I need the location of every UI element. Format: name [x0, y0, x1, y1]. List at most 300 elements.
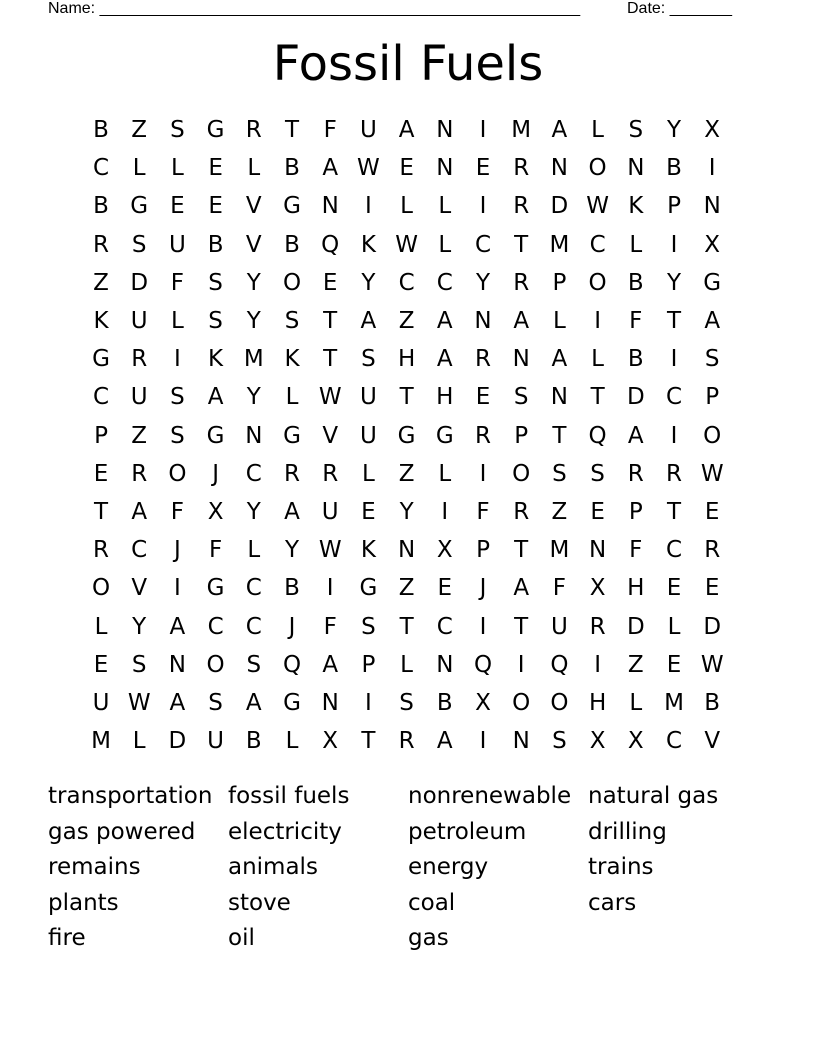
grid-letter: K	[360, 537, 376, 564]
grid-letter: C	[589, 231, 606, 258]
grid-letter: N	[550, 155, 568, 182]
grid-letter: M	[243, 346, 264, 373]
grid-letter: A	[513, 308, 530, 334]
grid-letter: S	[131, 231, 147, 258]
grid-letter: F	[323, 613, 337, 640]
grid-letter: E	[704, 499, 720, 525]
grid-letter: F	[476, 499, 490, 525]
grid-letter: V	[245, 193, 262, 220]
grid-letter: Q	[588, 422, 607, 449]
grid-letter: C	[398, 269, 415, 296]
grid-letter: O	[550, 690, 569, 716]
grid-letter: G	[703, 269, 722, 296]
grid-letter: V	[245, 231, 262, 258]
grid-letter: S	[361, 346, 376, 373]
grid-letter: C	[207, 613, 224, 640]
word-list-item: petroleum	[408, 818, 527, 845]
grid-letter: X	[207, 499, 224, 525]
grid-letter: A	[360, 308, 377, 334]
grid-letter: C	[245, 613, 262, 640]
grid-letter: N	[512, 728, 530, 755]
grid-letter: J	[479, 575, 487, 602]
grid-letter: A	[551, 346, 568, 373]
grid-letter: I	[479, 460, 487, 487]
grid-letter: E	[704, 575, 720, 602]
grid-letter: I	[670, 346, 678, 373]
grid-letter: I	[364, 690, 372, 716]
grid-letter: A	[551, 117, 568, 143]
grid-letter: A	[436, 728, 453, 755]
grid-letter: W	[318, 384, 342, 411]
grid-letter: S	[208, 690, 223, 716]
grid-letter: A	[284, 499, 300, 525]
word-list-item: plants	[48, 889, 119, 916]
grid-letter: T	[361, 728, 376, 755]
grid-letter: N	[474, 308, 492, 334]
grid-letter: R	[513, 269, 530, 296]
grid-letter: A	[169, 690, 186, 716]
grid-letter: L	[400, 651, 413, 678]
grid-letter: I	[479, 728, 487, 755]
grid-letter: N	[436, 117, 454, 143]
grid-letter: T	[514, 231, 529, 258]
grid-letter: S	[513, 384, 529, 411]
grid-letter: A	[322, 651, 339, 678]
grid-letter: S	[590, 460, 605, 487]
grid-letter: I	[441, 499, 449, 525]
grid-letter: Z	[398, 575, 415, 602]
grid-letter: W	[700, 460, 724, 487]
grid-letter: T	[666, 499, 682, 525]
grid-letter: O	[703, 422, 722, 449]
grid-letter: Y	[132, 613, 147, 640]
grid-letter: I	[594, 308, 601, 334]
grid-letter: C	[245, 460, 262, 487]
word-list-item: coal	[408, 889, 456, 916]
grid-letter: H	[588, 690, 607, 716]
grid-letter: G	[397, 422, 416, 449]
grid-letter: A	[398, 117, 415, 143]
grid-letter: S	[246, 651, 262, 678]
word-list-item: animals	[228, 854, 318, 881]
grid-letter: U	[359, 117, 377, 143]
grid-letter: F	[629, 537, 643, 564]
grid-letter: S	[628, 117, 644, 143]
grid-letter: L	[361, 460, 375, 487]
grid-letter: I	[364, 193, 372, 220]
grid-letter: Z	[398, 308, 415, 334]
grid-letter: I	[670, 231, 678, 258]
grid-letter: O	[588, 155, 607, 182]
word-list-item: fossil fuels	[228, 783, 350, 809]
grid-letter: Y	[475, 269, 491, 296]
grid-letter: T	[514, 613, 529, 640]
grid-letter: G	[283, 193, 301, 220]
grid-letter: Y	[399, 499, 414, 525]
grid-letter: D	[168, 728, 187, 755]
grid-letter: Y	[284, 537, 300, 564]
grid-letter: R	[666, 460, 682, 487]
grid-letter: I	[594, 651, 601, 678]
grid-letter: A	[169, 613, 186, 640]
grid-letter: A	[207, 384, 224, 411]
grid-letter: O	[91, 575, 111, 602]
grid-letter: C	[665, 537, 683, 564]
grid-letter: F	[323, 117, 337, 143]
grid-letter: X	[704, 117, 721, 143]
grid-letter: T	[666, 308, 682, 334]
grid-letter: T	[284, 117, 300, 143]
grid-letter: D	[550, 193, 569, 220]
grid-letter: B	[627, 346, 644, 373]
grid-letter: W	[395, 231, 418, 258]
grid-letter: Y	[361, 269, 376, 296]
word-list-item: trains	[588, 854, 654, 881]
grid-letter: M	[549, 231, 570, 258]
grid-letter: E	[322, 269, 338, 296]
grid-letter: B	[245, 728, 262, 755]
grid-letter: A	[436, 346, 453, 373]
grid-letter: L	[591, 117, 604, 143]
grid-letter: B	[666, 155, 682, 182]
grid-letter: G	[206, 575, 225, 602]
grid-letter: B	[284, 575, 300, 602]
grid-letter: S	[552, 728, 567, 755]
grid-letter: P	[552, 269, 567, 296]
grid-letter: O	[588, 269, 607, 296]
grid-letter: W	[318, 537, 342, 564]
grid-letter: K	[208, 346, 224, 373]
word-list-item: gas powered	[48, 818, 196, 845]
grid-letter: K	[628, 193, 644, 220]
grid-letter: S	[284, 308, 300, 334]
grid-letter: R	[513, 193, 530, 220]
grid-letter: T	[514, 537, 529, 564]
grid-letter: C	[92, 384, 110, 411]
grid-letter: C	[245, 575, 262, 602]
grid-letter: S	[170, 117, 185, 143]
word-list-item: fire	[48, 925, 86, 952]
grid-letter: L	[132, 728, 146, 755]
word-list-item: nonrenewable	[408, 783, 572, 809]
grid-letter: A	[436, 308, 453, 334]
grid-letter: E	[361, 499, 376, 525]
grid-letter: G	[435, 422, 454, 449]
grid-letter: L	[438, 460, 452, 487]
grid-letter: N	[550, 384, 568, 411]
grid-letter: I	[670, 422, 678, 449]
grid-letter: T	[323, 346, 338, 373]
grid-letter: C	[92, 155, 110, 182]
grid-letter: F	[552, 575, 566, 602]
grid-letter: N	[588, 537, 607, 564]
grid-letter: A	[131, 499, 148, 525]
grid-letter: F	[629, 308, 643, 334]
grid-letter: N	[627, 155, 645, 182]
grid-letter: U	[168, 231, 186, 258]
grid-letter: N	[397, 537, 416, 564]
grid-letter: R	[284, 460, 300, 487]
grid-letter: L	[94, 613, 108, 640]
grid-letter: J	[173, 537, 181, 564]
grid-letter: A	[322, 155, 339, 182]
grid-letter: Z	[398, 460, 415, 487]
grid-letter: P	[361, 651, 376, 678]
grid-letter: L	[285, 728, 299, 755]
grid-letter: I	[326, 575, 334, 602]
grid-letter: B	[436, 690, 453, 716]
grid-letter: I	[479, 613, 487, 640]
name-field: Name: ______________________________________________________	[48, 0, 581, 17]
grid-letter: R	[513, 499, 530, 525]
grid-letter: Y	[666, 269, 682, 296]
grid-letter: U	[207, 728, 225, 755]
grid-letter: D	[130, 269, 149, 296]
grid-letter: E	[93, 651, 109, 678]
grid-letter: L	[170, 155, 184, 182]
grid-letter: S	[399, 690, 414, 716]
grid-letter: P	[667, 193, 681, 220]
grid-letter: W	[127, 690, 151, 716]
grid-letter: C	[131, 537, 148, 564]
grid-letter: X	[475, 690, 491, 716]
grid-letter: E	[666, 651, 682, 678]
grid-letter: B	[284, 155, 300, 182]
grid-letter: D	[703, 613, 722, 640]
grid-letter: U	[321, 499, 339, 525]
grid-letter: Q	[550, 651, 569, 678]
grid-letter: E	[666, 575, 682, 602]
grid-letter: X	[589, 728, 606, 755]
grid-letter: G	[283, 422, 301, 449]
grid-letter: S	[361, 613, 376, 640]
grid-letter: C	[436, 269, 453, 296]
grid-letter: O	[168, 460, 187, 487]
grid-letter: Q	[473, 651, 493, 678]
grid-letter: E	[93, 460, 109, 487]
word-list-item: electricity	[228, 818, 342, 845]
grid-letter: Q	[321, 231, 340, 258]
grid-letter: L	[438, 231, 452, 258]
grid-letter: G	[206, 117, 225, 143]
grid-letter: R	[627, 460, 644, 487]
grid-letter: Y	[246, 499, 261, 525]
word-list-item: gas	[408, 925, 449, 952]
grid-letter: S	[170, 422, 185, 449]
grid-letter: R	[589, 613, 606, 640]
grid-letter: P	[476, 537, 490, 564]
grid-letter: S	[170, 384, 185, 411]
grid-letter: G	[130, 193, 149, 220]
grid-letter: E	[475, 155, 491, 182]
grid-letter: V	[322, 422, 339, 449]
grid-letter: B	[284, 231, 300, 258]
grid-letter: O	[512, 460, 531, 487]
grid-letter: G	[92, 346, 110, 373]
grid-letter: R	[93, 231, 109, 258]
grid-letter: I	[173, 575, 181, 602]
grid-letter: R	[245, 117, 262, 143]
grid-letter: X	[436, 537, 453, 564]
grid-letter: W	[586, 193, 609, 220]
grid-letter: Y	[666, 117, 682, 143]
grid-letter: H	[627, 575, 645, 602]
grid-letter: N	[703, 193, 721, 220]
grid-letter: X	[704, 231, 721, 258]
grid-letter: R	[131, 460, 148, 487]
grid-letter: G	[206, 422, 225, 449]
grid-letter: B	[704, 690, 721, 716]
grid-letter: R	[131, 346, 148, 373]
word-list-item: cars	[588, 889, 637, 916]
grid-letter: R	[322, 460, 339, 487]
grid-letter: E	[208, 193, 223, 220]
grid-letter: E	[399, 155, 414, 182]
word-list-item: natural gas	[588, 783, 719, 809]
grid-letter: L	[438, 193, 452, 220]
grid-letter: Z	[627, 651, 644, 678]
word-list-item: drilling	[588, 818, 667, 845]
grid-letter: R	[475, 422, 491, 449]
grid-letter: I	[479, 117, 487, 143]
word-list-item: oil	[228, 925, 255, 952]
grid-letter: L	[132, 155, 146, 182]
grid-letter: D	[626, 613, 645, 640]
grid-letter: L	[629, 690, 643, 716]
grid-letter: M	[664, 690, 684, 716]
grid-letter: L	[247, 537, 261, 564]
grid-letter: Z	[131, 422, 148, 449]
grid-letter: N	[168, 651, 186, 678]
grid-letter: R	[513, 155, 530, 182]
grid-letter: T	[399, 384, 414, 411]
grid-letter: E	[590, 499, 605, 525]
grid-letter: S	[131, 651, 147, 678]
grid-letter: A	[704, 308, 721, 334]
grid-letter: F	[170, 269, 184, 296]
grid-letter: X	[322, 728, 339, 755]
grid-letter: W	[700, 651, 724, 678]
grid-letter: N	[436, 651, 454, 678]
grid-letter: J	[288, 613, 296, 640]
grid-letter: C	[436, 613, 453, 640]
grid-letter: F	[170, 499, 184, 525]
grid-letter: A	[513, 575, 530, 602]
grid-letter: M	[511, 117, 532, 143]
grid-letter: U	[92, 690, 110, 716]
word-list-item: remains	[48, 854, 141, 881]
grid-letter: V	[131, 575, 148, 602]
grid-letter: T	[552, 422, 567, 449]
grid-letter: S	[208, 308, 223, 334]
grid-letter: S	[552, 460, 567, 487]
grid-letter: B	[207, 231, 224, 258]
grid-letter: U	[359, 422, 377, 449]
word-list-item: transportation	[48, 783, 213, 809]
date-field: Date: _______	[627, 0, 732, 17]
grid-letter: P	[514, 422, 529, 449]
grid-letter: L	[400, 193, 413, 220]
grid-letter: J	[212, 460, 219, 487]
grid-letter: U	[359, 384, 377, 411]
grid-letter: E	[170, 193, 185, 220]
grid-letter: Y	[246, 384, 261, 411]
grid-letter: Z	[551, 499, 568, 525]
grid-letter: D	[626, 384, 645, 411]
grid-letter: E	[437, 575, 453, 602]
grid-letter: N	[321, 690, 339, 716]
grid-letter: N	[321, 193, 339, 220]
grid-letter: P	[628, 499, 643, 525]
grid-letter: T	[399, 613, 414, 640]
grid-letter: F	[208, 537, 223, 564]
grid-letter: I	[173, 346, 181, 373]
grid-letter: U	[130, 308, 148, 334]
grid-letter: X	[589, 575, 606, 602]
grid-letter: L	[170, 308, 184, 334]
grid-letter: R	[398, 728, 415, 755]
grid-letter: B	[93, 193, 109, 220]
page-title: Fossil Fuels	[272, 36, 544, 92]
grid-letter: O	[206, 651, 225, 678]
grid-letter: O	[282, 269, 302, 296]
grid-letter: T	[323, 308, 338, 334]
grid-letter: I	[517, 651, 525, 678]
grid-letter: A	[627, 422, 644, 449]
grid-letter: K	[284, 346, 300, 373]
grid-letter: X	[627, 728, 644, 755]
grid-letter: R	[475, 346, 491, 373]
grid-letter: G	[359, 575, 378, 602]
grid-letter: A	[245, 690, 262, 716]
grid-letter: P	[94, 422, 108, 449]
grid-letter: L	[552, 308, 566, 334]
grid-letter: U	[130, 384, 148, 411]
grid-letter: R	[93, 537, 109, 564]
grid-letter: M	[91, 728, 111, 755]
grid-letter: E	[475, 384, 491, 411]
grid-letter: R	[704, 537, 721, 564]
grid-letter: L	[591, 346, 604, 373]
grid-letter: L	[247, 155, 261, 182]
grid-letter: K	[360, 231, 376, 258]
grid-letter: O	[512, 690, 531, 716]
grid-letter: V	[704, 728, 721, 755]
grid-letter: N	[245, 422, 263, 449]
grid-letter: M	[549, 537, 570, 564]
word-list-item: stove	[228, 889, 291, 916]
grid-letter: I	[479, 193, 487, 220]
word-list-item: energy	[408, 854, 489, 881]
grid-letter: K	[93, 308, 109, 334]
grid-letter: U	[550, 613, 568, 640]
grid-letter: H	[436, 384, 454, 411]
grid-letter: S	[704, 346, 720, 373]
grid-letter: Z	[93, 269, 109, 296]
grid-letter: W	[357, 155, 380, 182]
grid-letter: B	[627, 269, 644, 296]
grid-letter: G	[283, 690, 301, 716]
grid-letter: Q	[282, 651, 302, 678]
grid-letter: L	[667, 613, 681, 640]
grid-letter: S	[208, 269, 223, 296]
grid-letter: I	[708, 155, 716, 182]
grid-letter: H	[397, 346, 416, 373]
grid-letter: T	[93, 499, 109, 525]
grid-letter: C	[665, 384, 683, 411]
grid-letter: L	[629, 231, 643, 258]
grid-letter: T	[590, 384, 605, 411]
